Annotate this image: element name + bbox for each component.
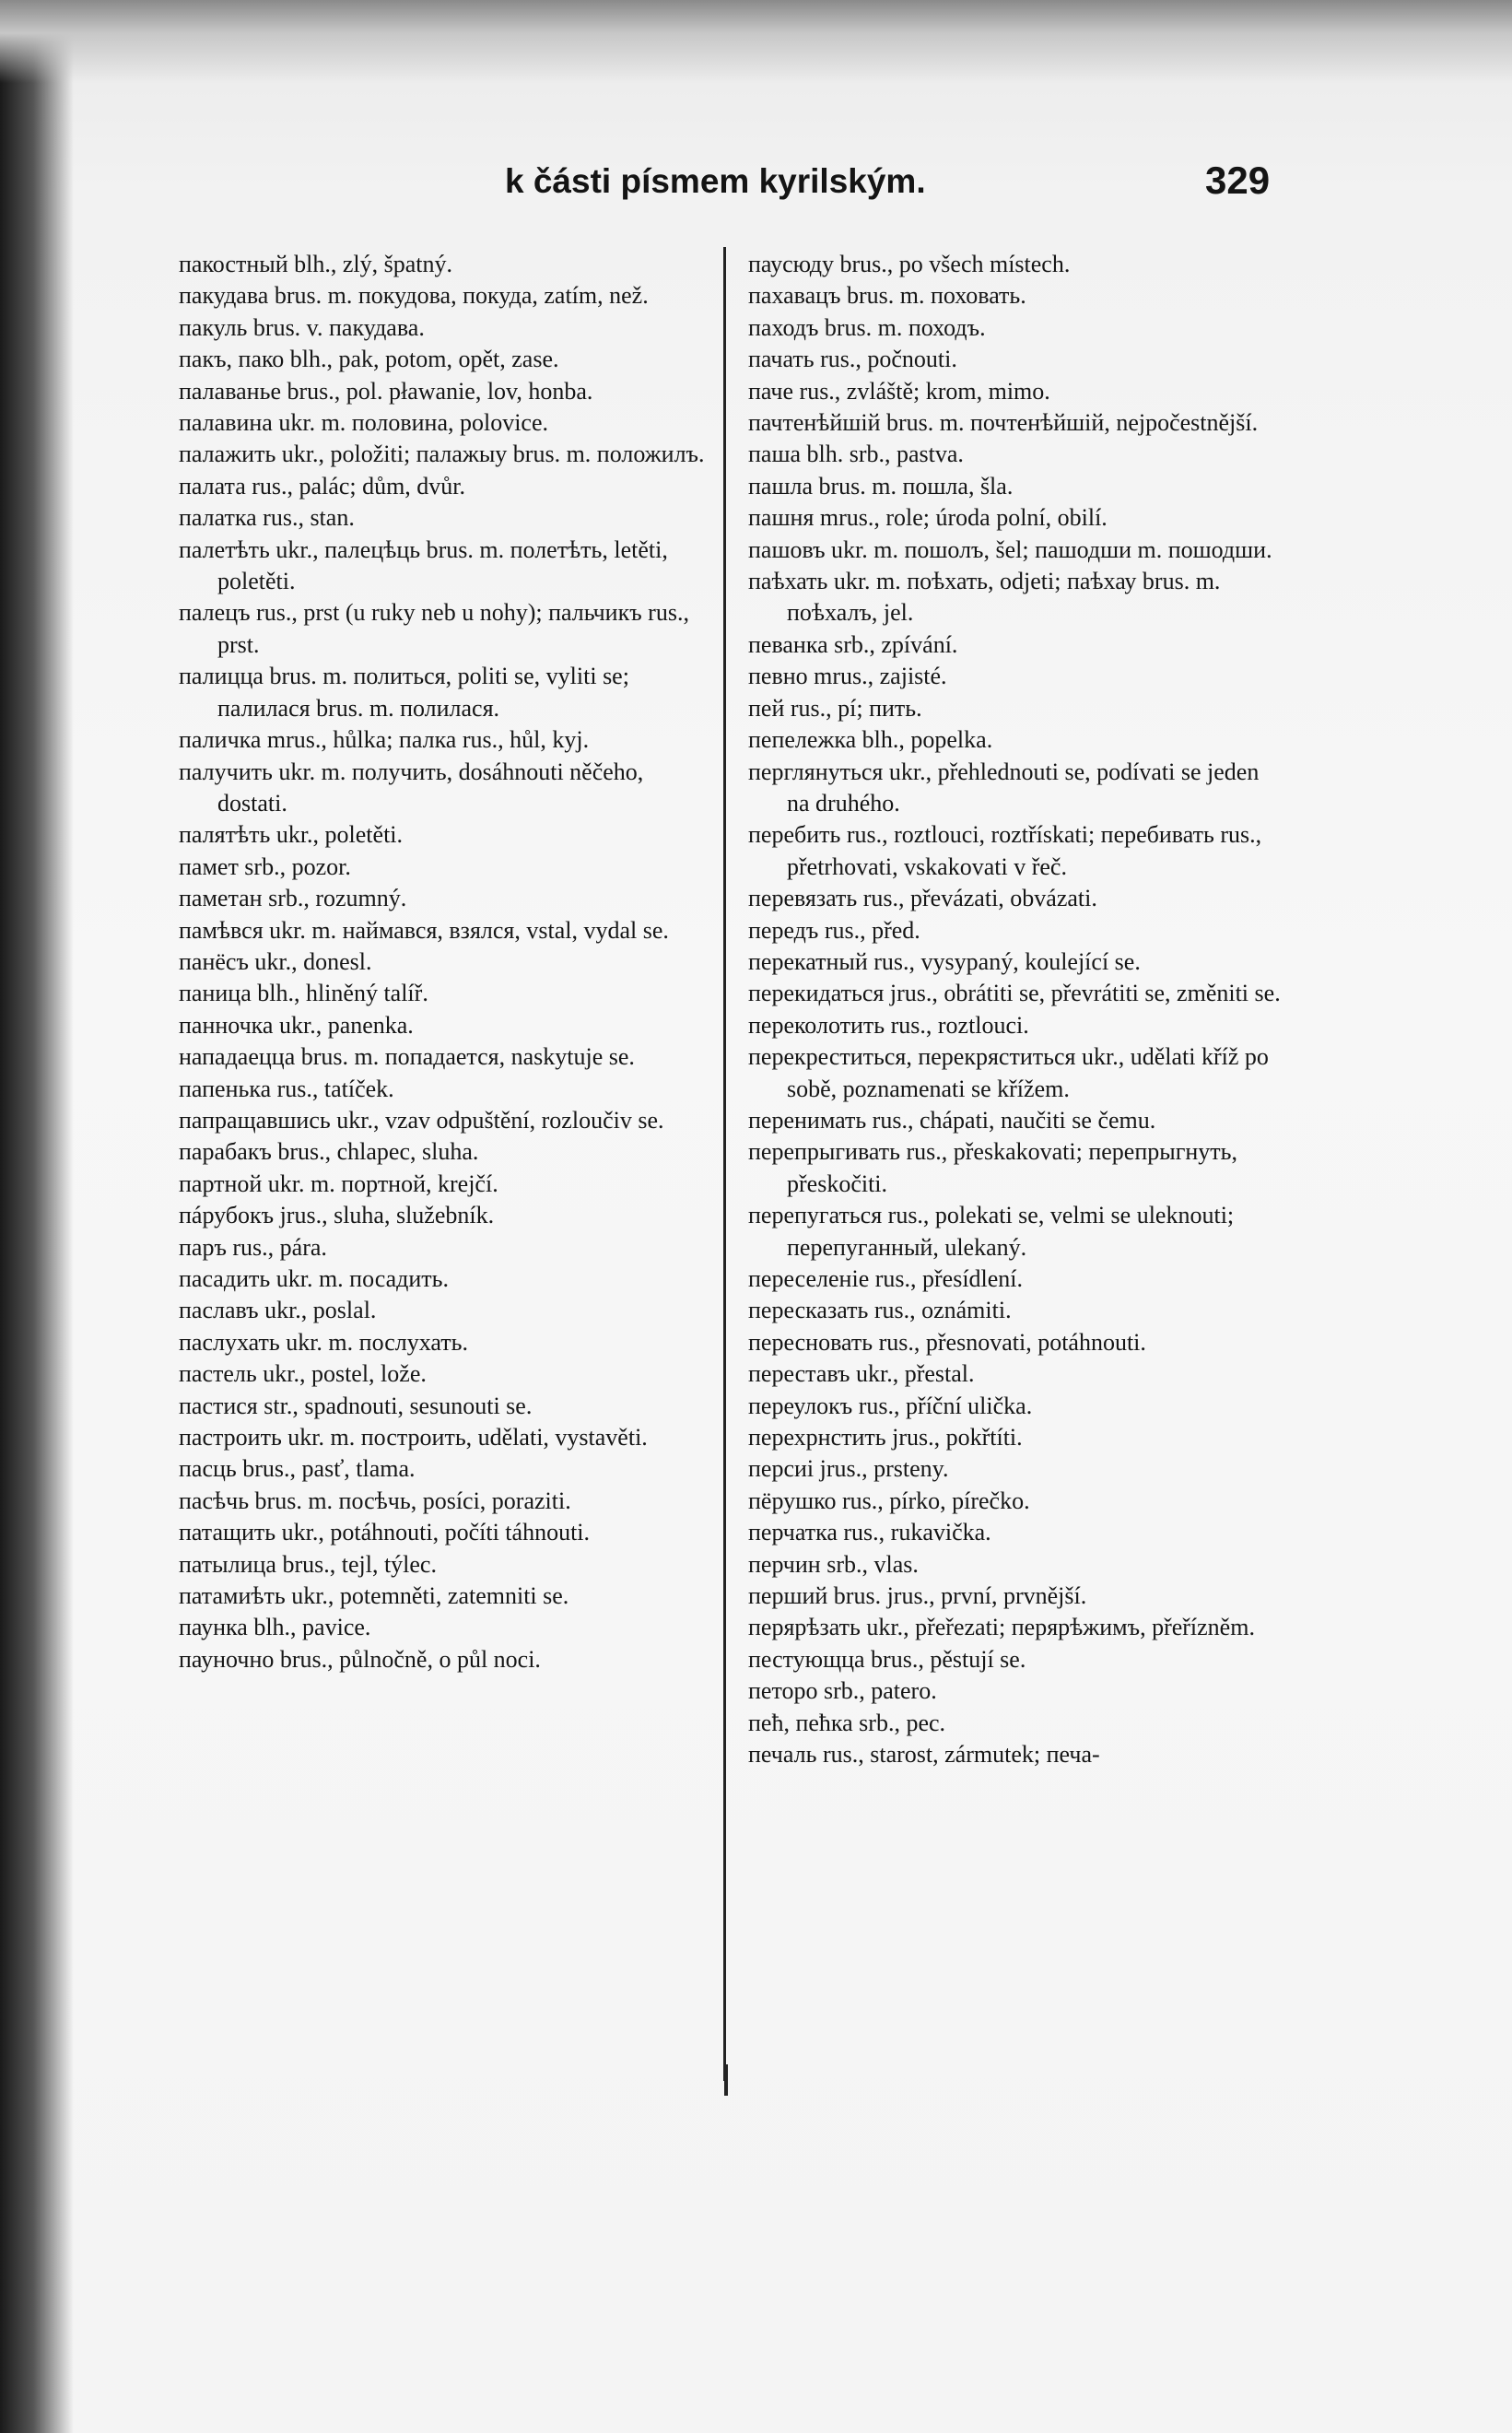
dictionary-entry: пастроить ukr. m. построить, udělati, vystavěti.	[179, 1424, 648, 1452]
dictionary-entry: папращавшись ukr., vzav odpuštění, rozloučiv se.	[179, 1106, 664, 1134]
dictionary-entry: паница blh., hliněný talíř.	[179, 980, 428, 1007]
dictionary-entry: пепележка blh., popelka.	[748, 726, 993, 754]
dictionary-entry: паша blh. srb., pastva.	[748, 441, 964, 468]
dictionary-entry: пересказать rus., oznámiti.	[748, 1297, 1012, 1324]
dictionary-entry: паслухать ukr. m. послухать.	[179, 1328, 468, 1356]
dictionary-entry: палятѣть ukr., poletěti.	[179, 821, 404, 849]
dictionary-entry: палучить ukr. m. получить, dosáhnouti něčeho, dostati.	[179, 758, 644, 817]
dictionary-entry: палетѣть ukr., палецѣць brus. m. полетѣть, letěti, poletěti.	[179, 535, 668, 595]
dictionary-entry: перепрыгивать rus., přeskakovati; перепрыгнуть, přeskočiti.	[748, 1138, 1237, 1197]
dictionary-entry: пахавацъ brus. m. поховать.	[748, 282, 1026, 310]
dictionary-entry: палавина ukr. m. половина, polovice.	[179, 409, 549, 437]
dictionary-entry: панночка ukr., panenka.	[179, 1011, 414, 1039]
dictionary-entry: пачать rus., počnouti.	[748, 346, 957, 373]
dictionary-entry: пасць brus., pasť, tlama.	[179, 1455, 416, 1483]
dictionary-entry: паръ rus., pára.	[179, 1233, 327, 1261]
dictionary-entry: паусюду brus., po všech místech.	[748, 251, 1071, 277]
dictionary-entry: пастель ukr., postel, lože.	[179, 1360, 427, 1388]
dictionary-entry: пастися str., spadnouti, sesunouti se.	[179, 1392, 533, 1419]
dictionary-entry: пакъ, пако blh., pak, potom, opět, zase.	[179, 346, 559, 373]
dictionary-entry: пашла brus. m. пошла, šla.	[748, 472, 1014, 500]
dictionary-entry: паѣхать ukr. m. поѣхать, odjeti; паѣхау brus. m. поѣхалъ, jel.	[748, 568, 1221, 627]
dictionary-entry: петоро srb., patero.	[748, 1677, 937, 1705]
binding-shadow	[0, 0, 74, 2433]
dictionary-entry: пакудава brus. m. покудова, покуда, zatím, než.	[179, 282, 649, 310]
dictionary-entry: перебить rus., roztlouci, roztřískati; перебивать rus., přetrhovati, vskakovati v řeč.	[748, 821, 1262, 880]
dictionary-entry: переставъ ukr., přestal.	[748, 1360, 975, 1388]
dictionary-entry: патылица brus., tejl, týlec.	[179, 1550, 437, 1578]
dictionary-entry: певанка srb., zpívání.	[748, 630, 958, 658]
dictionary-entry: переулокъ rus., příční ulička.	[748, 1392, 1033, 1419]
dictionary-entry: перглянуться ukr., přehlednouti se, podívati se jeden na druhého.	[748, 758, 1260, 817]
dictionary-entry: паличка mrus., hůlka; палка rus., hůl, kyj.	[179, 726, 590, 754]
left-column	[179, 249, 709, 1675]
dictionary-entry: переколотить rus., roztlouci.	[748, 1011, 1029, 1039]
dictionary-entry: палата rus., palác; dům, dvůr.	[179, 472, 466, 500]
dictionary-entry: паславъ ukr., poslal.	[179, 1297, 377, 1324]
dictionary-entry: палатка rus., stan.	[179, 504, 355, 532]
dictionary-entry: палажить ukr., položiti; палажыу brus. m. положилъ.	[179, 441, 705, 468]
dictionary-entry: парабакъ brus., chlapec, sluha.	[179, 1138, 479, 1166]
dictionary-entry: паметан srb., rozumný.	[179, 885, 407, 912]
dictionary-entry: пакостный blh., zlý, špatný.	[179, 251, 452, 277]
column-divider-end	[724, 2064, 728, 2096]
dictionary-entry: пасѣчь brus. m. посѣчь, posíci, poraziti.	[179, 1487, 571, 1514]
dictionary-entry: пауночно brus., půlnočně, o půl noci.	[179, 1645, 541, 1673]
dictionary-entry: переселеніе rus., přesídlení.	[748, 1265, 1024, 1292]
dictionary-entry: перярѣзать ukr., přeřezati; перярѣжимъ, přeřízněm.	[748, 1614, 1255, 1641]
top-edge-shadow	[0, 0, 1512, 83]
dictionary-entry: палаванье brus., pol. pławanie, lov, honba.	[179, 377, 593, 405]
dictionary-entry: пёрушко rus., pírko, pírečko.	[748, 1487, 1030, 1514]
dictionary-entry: паунка blh., pavice.	[179, 1614, 371, 1641]
dictionary-entry: перчин srb., vlas.	[748, 1550, 919, 1578]
dictionary-entry: перший brus. jrus., první, prvnější.	[748, 1582, 1087, 1610]
dictionary-entry: печаль rus., starost, zármutek; печа-	[748, 1741, 1100, 1769]
dictionary-entry: пачтенѣйшій brus. m. почтенѣйшій, nejpočestnější.	[748, 409, 1259, 437]
right-column	[748, 249, 1281, 1771]
dictionary-entry: паче rus., zvláště; krom, mimo.	[748, 377, 1050, 405]
dictionary-entry: панёсъ ukr., donesl.	[179, 947, 372, 975]
dictionary-entry: паходъ brus. m. походъ.	[748, 313, 986, 341]
dictionary-entry: патащить ukr., potáhnouti, počíti táhnouti.	[179, 1519, 591, 1546]
dictionary-entry: палицца brus. m. политься, politi se, vyliti se; палилася brus. m. полилася.	[179, 663, 629, 722]
dictionary-entry: пасадить ukr. m. посадить.	[179, 1265, 449, 1292]
dictionary-entry: персиі jrus., prsteny.	[748, 1455, 949, 1483]
page-number: 329	[1205, 159, 1271, 202]
dictionary-entry: памѣвся ukr. m. наймався, взялся, vstal, vydal se.	[179, 916, 669, 944]
dictionary-entry: пашовъ ukr. m. пошолъ, šel; пашодши m. пошодши.	[748, 535, 1272, 563]
dictionary-entry: нападаецца brus. m. попадается, naskytuje se.	[179, 1043, 635, 1071]
running-header: k části písmem kyrilským.	[505, 162, 926, 200]
dictionary-entry: перепугаться rus., polekati se, velmi se uleknouti; перепуганный, ulekaný.	[748, 1202, 1235, 1261]
dictionary-entry: передъ rus., před.	[748, 916, 920, 944]
dictionary-entry: перекидаться jrus., obrátiti se, převrátiti se, změniti se.	[748, 980, 1281, 1007]
dictionary-entry: перекреститься, перекряститься ukr., udělati kříž po sobě, poznamenati se křížem.	[748, 1043, 1269, 1102]
dictionary-entry: папенька rus., tatíček.	[179, 1075, 394, 1102]
dictionary-entry: пећ, пећка srb., pec.	[748, 1709, 946, 1736]
dictionary-entry: певно mrus., zajisté.	[748, 663, 947, 690]
dictionary-entry: пей rus., pí; пить.	[748, 694, 922, 722]
column-divider	[723, 247, 726, 2081]
dictionary-entry: памет srb., pozor.	[179, 852, 351, 880]
dictionary-entry: перехрнстить jrus., pokřtíti.	[748, 1424, 1023, 1452]
dictionary-entry: пестующца brus., pěstují se.	[748, 1645, 1026, 1673]
dictionary-entry: пакуль brus. v. пакудава.	[179, 313, 425, 341]
dictionary-entry: перчатка rus., rukavička.	[748, 1519, 991, 1546]
dictionary-entry: пáрубокъ jrus., sluha, služebník.	[179, 1202, 495, 1229]
dictionary-entry: перекатный rus., vysypaný, koulející se.	[748, 947, 1141, 975]
dictionary-entry: пересновать rus., přesnovati, potáhnouti.	[748, 1328, 1146, 1356]
dictionary-entry: перевязать rus., převázati, obvázati.	[748, 885, 1097, 912]
dictionary-entry: перенимать rus., chápati, naučiti se čemu.	[748, 1106, 1156, 1134]
dictionary-entry: палецъ rus., prst (u ruky neb u nohy); пальчикъ rus., prst.	[179, 599, 689, 658]
dictionary-entry: партной ukr. m. портной, krejčí.	[179, 1169, 498, 1197]
dictionary-entry: пашня mrus., role; úroda polní, obilí.	[748, 504, 1108, 532]
dictionary-entry: патамиѣть ukr., potemněti, zatemniti se.	[179, 1582, 569, 1610]
